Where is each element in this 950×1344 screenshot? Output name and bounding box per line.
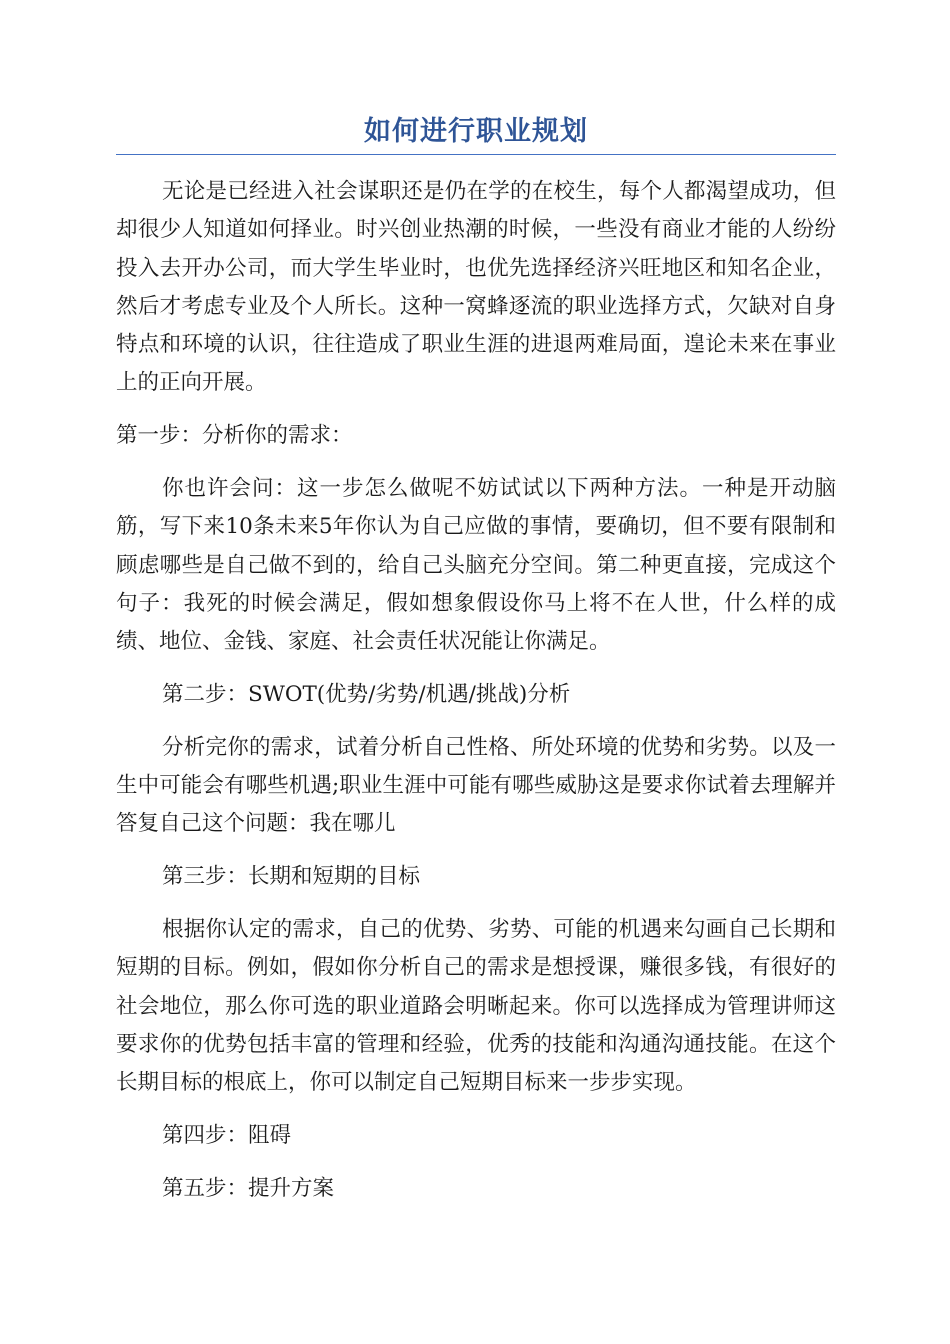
document-title: 如何进行职业规划 bbox=[364, 116, 588, 147]
step-2-heading: 第二步：SWOT(优势/劣势/机遇/挑战)分析 bbox=[162, 682, 571, 708]
step-1-paragraph: 你也许会问：这一步怎么做呢不妨试试以下两种方法。一种是开动脑筋，写下来10条未来5年你认为自己应做的事情，要确切，但不要有限制和顾虑哪些是自己做不到的，给自己头脑充分空间。第二种更直接，完成这个句子：我死的时候会满足，假如想象假设你马上将不在人世，什么样的成绩、地位、金钱、家庭、社会责任状况能让你满足。 bbox=[116, 476, 836, 655]
step-5-heading: 第五步：提升方案 bbox=[162, 1175, 335, 1201]
document-page bbox=[116, 112, 836, 1208]
step-1-heading: 第一步：分析你的需求： bbox=[116, 423, 353, 449]
step-2-paragraph: 分析完你的需求，试着分析自己性格、所处环境的优势和劣势。以及一生中可能会有哪些机遇;职业生涯中可能有哪些威胁这是要求你试着去理解并答复自己这个问题：我在哪儿 bbox=[116, 734, 836, 837]
step-3-heading: 第三步：长期和短期的目标 bbox=[162, 864, 421, 890]
step-3-paragraph: 根据你认定的需求，自己的优势、劣势、可能的机遇来勾画自己长期和短期的目标。例如，假如你分析自己的需求是想授课，赚很多钱，有很好的社会地位，那么你可选的职业道路会明晰起来。你可以选择成为管理讲师这要求你的优势包括丰富的管理和经验，优秀的技能和沟通沟通技能。在这个长期目标的根底上，你可以制定自己短期目标来一步步实现。 bbox=[116, 917, 836, 1096]
intro-paragraph: 无论是已经进入社会谋职还是仍在学的在校生，每个人都渴望成功，但却很少人知道如何择业。时兴创业热潮的时候，一些没有商业才能的人纷纷投入去开办公司，而大学生毕业时，也优先选择经济兴旺地区和知名企业，然后才考虑专业及个人所长。这种一窝蜂逐流的职业选择方式，欠缺对自身特点和环境的认识，往往造成了职业生涯的进退两难局面，遑论未来在事业上的正向开展。 bbox=[116, 179, 836, 396]
title-underline bbox=[116, 154, 836, 155]
step-4-heading: 第四步：阻碍 bbox=[162, 1123, 292, 1149]
